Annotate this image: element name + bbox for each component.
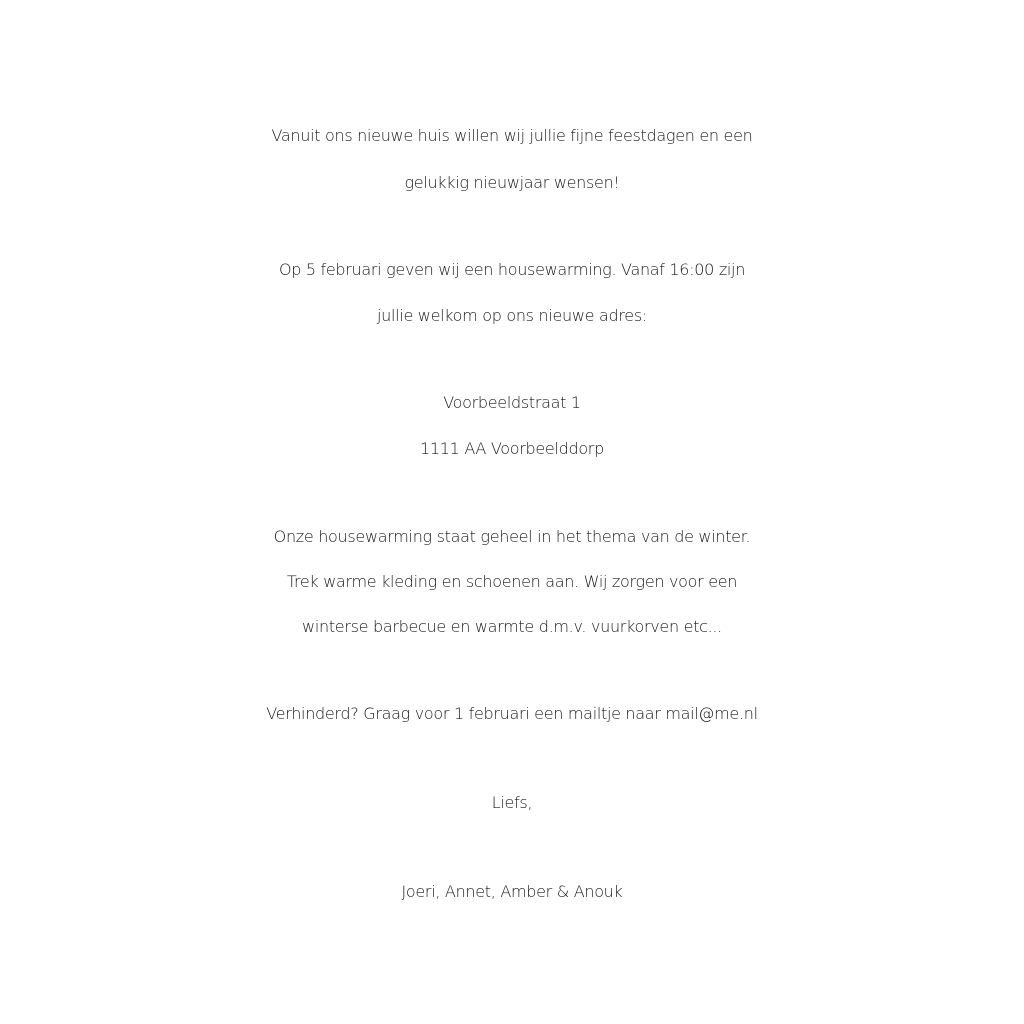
greeting-line-1: Vanuit ons nieuwe huis willen wij jullie fijne feestdagen en een: [271, 126, 753, 145]
theme-line-2: Trek warme kleding en schoenen aan. Wij zorgen voor een: [286, 572, 738, 591]
invitation-line-1: Op 5 februari geven wij een housewarming. Vanaf 16:00 zijn: [278, 260, 746, 279]
greeting-line-2: gelukkig nieuwjaar wensen!: [404, 173, 620, 192]
address-street: Voorbeeldstraat 1: [443, 393, 581, 412]
closing-signature: Joeri, Annet, Amber & Anouk: [401, 882, 623, 901]
closing-salutation: Liefs,: [491, 793, 533, 812]
address-postal-city: 1111 AA Voorbeelddorp: [420, 439, 604, 458]
rsvp-line: Verhinderd? Graag voor 1 februari een mailtje naar mail@me.nl: [266, 704, 758, 723]
theme-line-3: winterse barbecue en warmte d.m.v. vuurkorven etc...: [302, 617, 722, 636]
theme-line-1: Onze housewarming staat geheel in het thema van de winter.: [273, 527, 751, 546]
invitation-line-2: jullie welkom op ons nieuwe adres:: [377, 306, 647, 325]
